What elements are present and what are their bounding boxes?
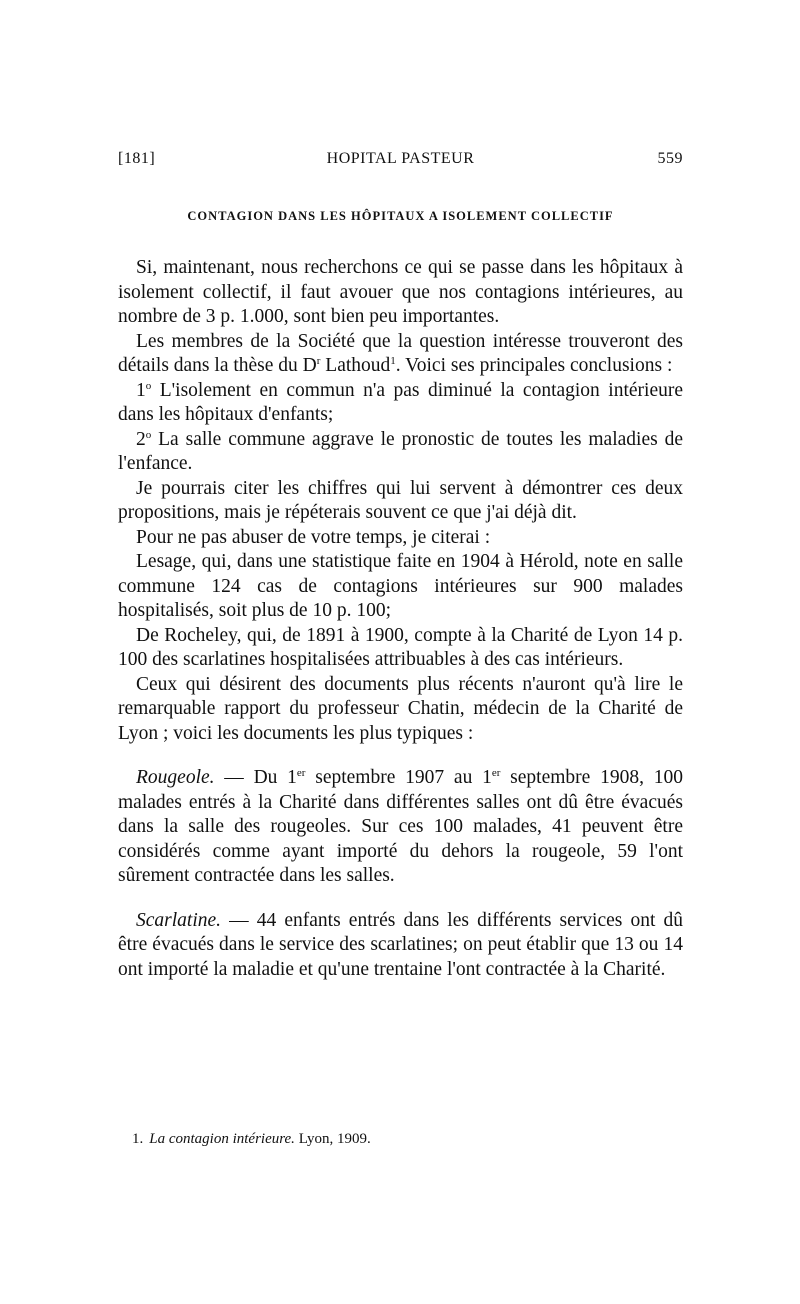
conclusion-item — [118, 428, 683, 477]
footnote-number: 1. — [132, 1131, 144, 1147]
paragraph-text: — Du 1 — [214, 767, 297, 788]
running-header — [118, 150, 683, 172]
paragraph: Ceux qui désirent des documents plus récents n'auront qu'à lire le remarquable rapport du professeur Chatin, médecin de la Charité de Lyon ; voici les documents les plus typiques : — [118, 673, 683, 744]
paragraph: Pour ne pas abuser de votre temps, je citerai : — [136, 526, 491, 548]
paragraph-text: septembre 1908, 100 malades entrés à la Charité dans différentes salles ont dû être évacués dans la salle des rougeoles. Sur ces 100 malades, 41 peuvent être considérés comme ayant importé du dehors la rougeole, 59 l'ont sûrement contractée dans les salles. — [118, 767, 683, 886]
conclusion-item — [118, 379, 683, 428]
superscript: o — [145, 428, 152, 441]
paragraph-text: Les membres de la Société que la question intéresse trouveront des détails dans la thèse du D — [118, 330, 683, 376]
superscript: r — [316, 355, 321, 367]
paragraph-text: Lathoud — [320, 355, 391, 376]
paragraph-text: . Voici ses principales conclusions : — [395, 355, 673, 376]
paragraph-text: La salle commune aggrave le pronostic de toutes les maladies de l'enfance. — [118, 428, 683, 474]
paragraph — [118, 330, 683, 379]
body-text — [118, 256, 683, 982]
footnote-title: La contagion intérieure. — [149, 1131, 295, 1147]
case-label: Scarlatine. — [136, 909, 222, 931]
superscript: er — [296, 767, 306, 779]
superscript: o — [145, 379, 152, 392]
case-scarlatine — [118, 909, 683, 983]
paragraph: Lesage, qui, dans une statistique faite en 1904 à Hérold, note en salle commune 124 cas de contagions intérieures sur 900 malades hospitalisés, soit plus de 10 p. 100; — [118, 551, 683, 621]
item-number: 2 — [136, 428, 146, 450]
paragraph-text: — 44 enfants entrés dans les différents services ont dû être évacués dans le service des scarlatines; on peut établir que 13 ou 14 ont importé la maladie et qu'une trentaine l'ont contractée à la Charité. — [118, 909, 683, 980]
paragraph: Je pourrais citer les chiffres qui lui servent à démontrer ces deux propositions, mais je répéterais souvent ce que j'ai déjà dit. — [118, 477, 683, 523]
footnote-marker: 1 — [390, 355, 396, 367]
section-title: CONTAGION DANS LES HÔPITAUX A ISOLEMENT COLLECTIF — [187, 209, 614, 223]
running-title: HOPITAL PASTEUR — [326, 150, 475, 167]
footnote — [118, 1131, 683, 1148]
page-number: 559 — [657, 150, 683, 167]
case-rougeole — [118, 766, 683, 889]
item-number: 1 — [136, 379, 146, 401]
superscript: er — [491, 767, 501, 779]
paragraph: De Rocheley, qui, de 1891 à 1900, compte à la Charité de Lyon 14 p. 100 des scarlatines hospitalisées attribuables à des cas intérieurs. — [118, 624, 683, 670]
paragraph-text: L'isolement en commun n'a pas diminué la contagion intérieure dans les hôpitaux d'enfants; — [118, 379, 683, 425]
paragraph: Si, maintenant, nous recherchons ce qui se passe dans les hôpitaux à isolement collectif, il faut avouer que nos contagions intérieures, au nombre de 3 p. 1.000, sont bien peu importantes. — [118, 257, 683, 327]
paragraph-text: septembre 1907 au 1 — [305, 767, 492, 788]
page-reference: [181] — [118, 150, 156, 167]
footnote-text: Lyon, 1909. — [294, 1131, 371, 1147]
case-label: Rougeole. — [136, 767, 215, 788]
